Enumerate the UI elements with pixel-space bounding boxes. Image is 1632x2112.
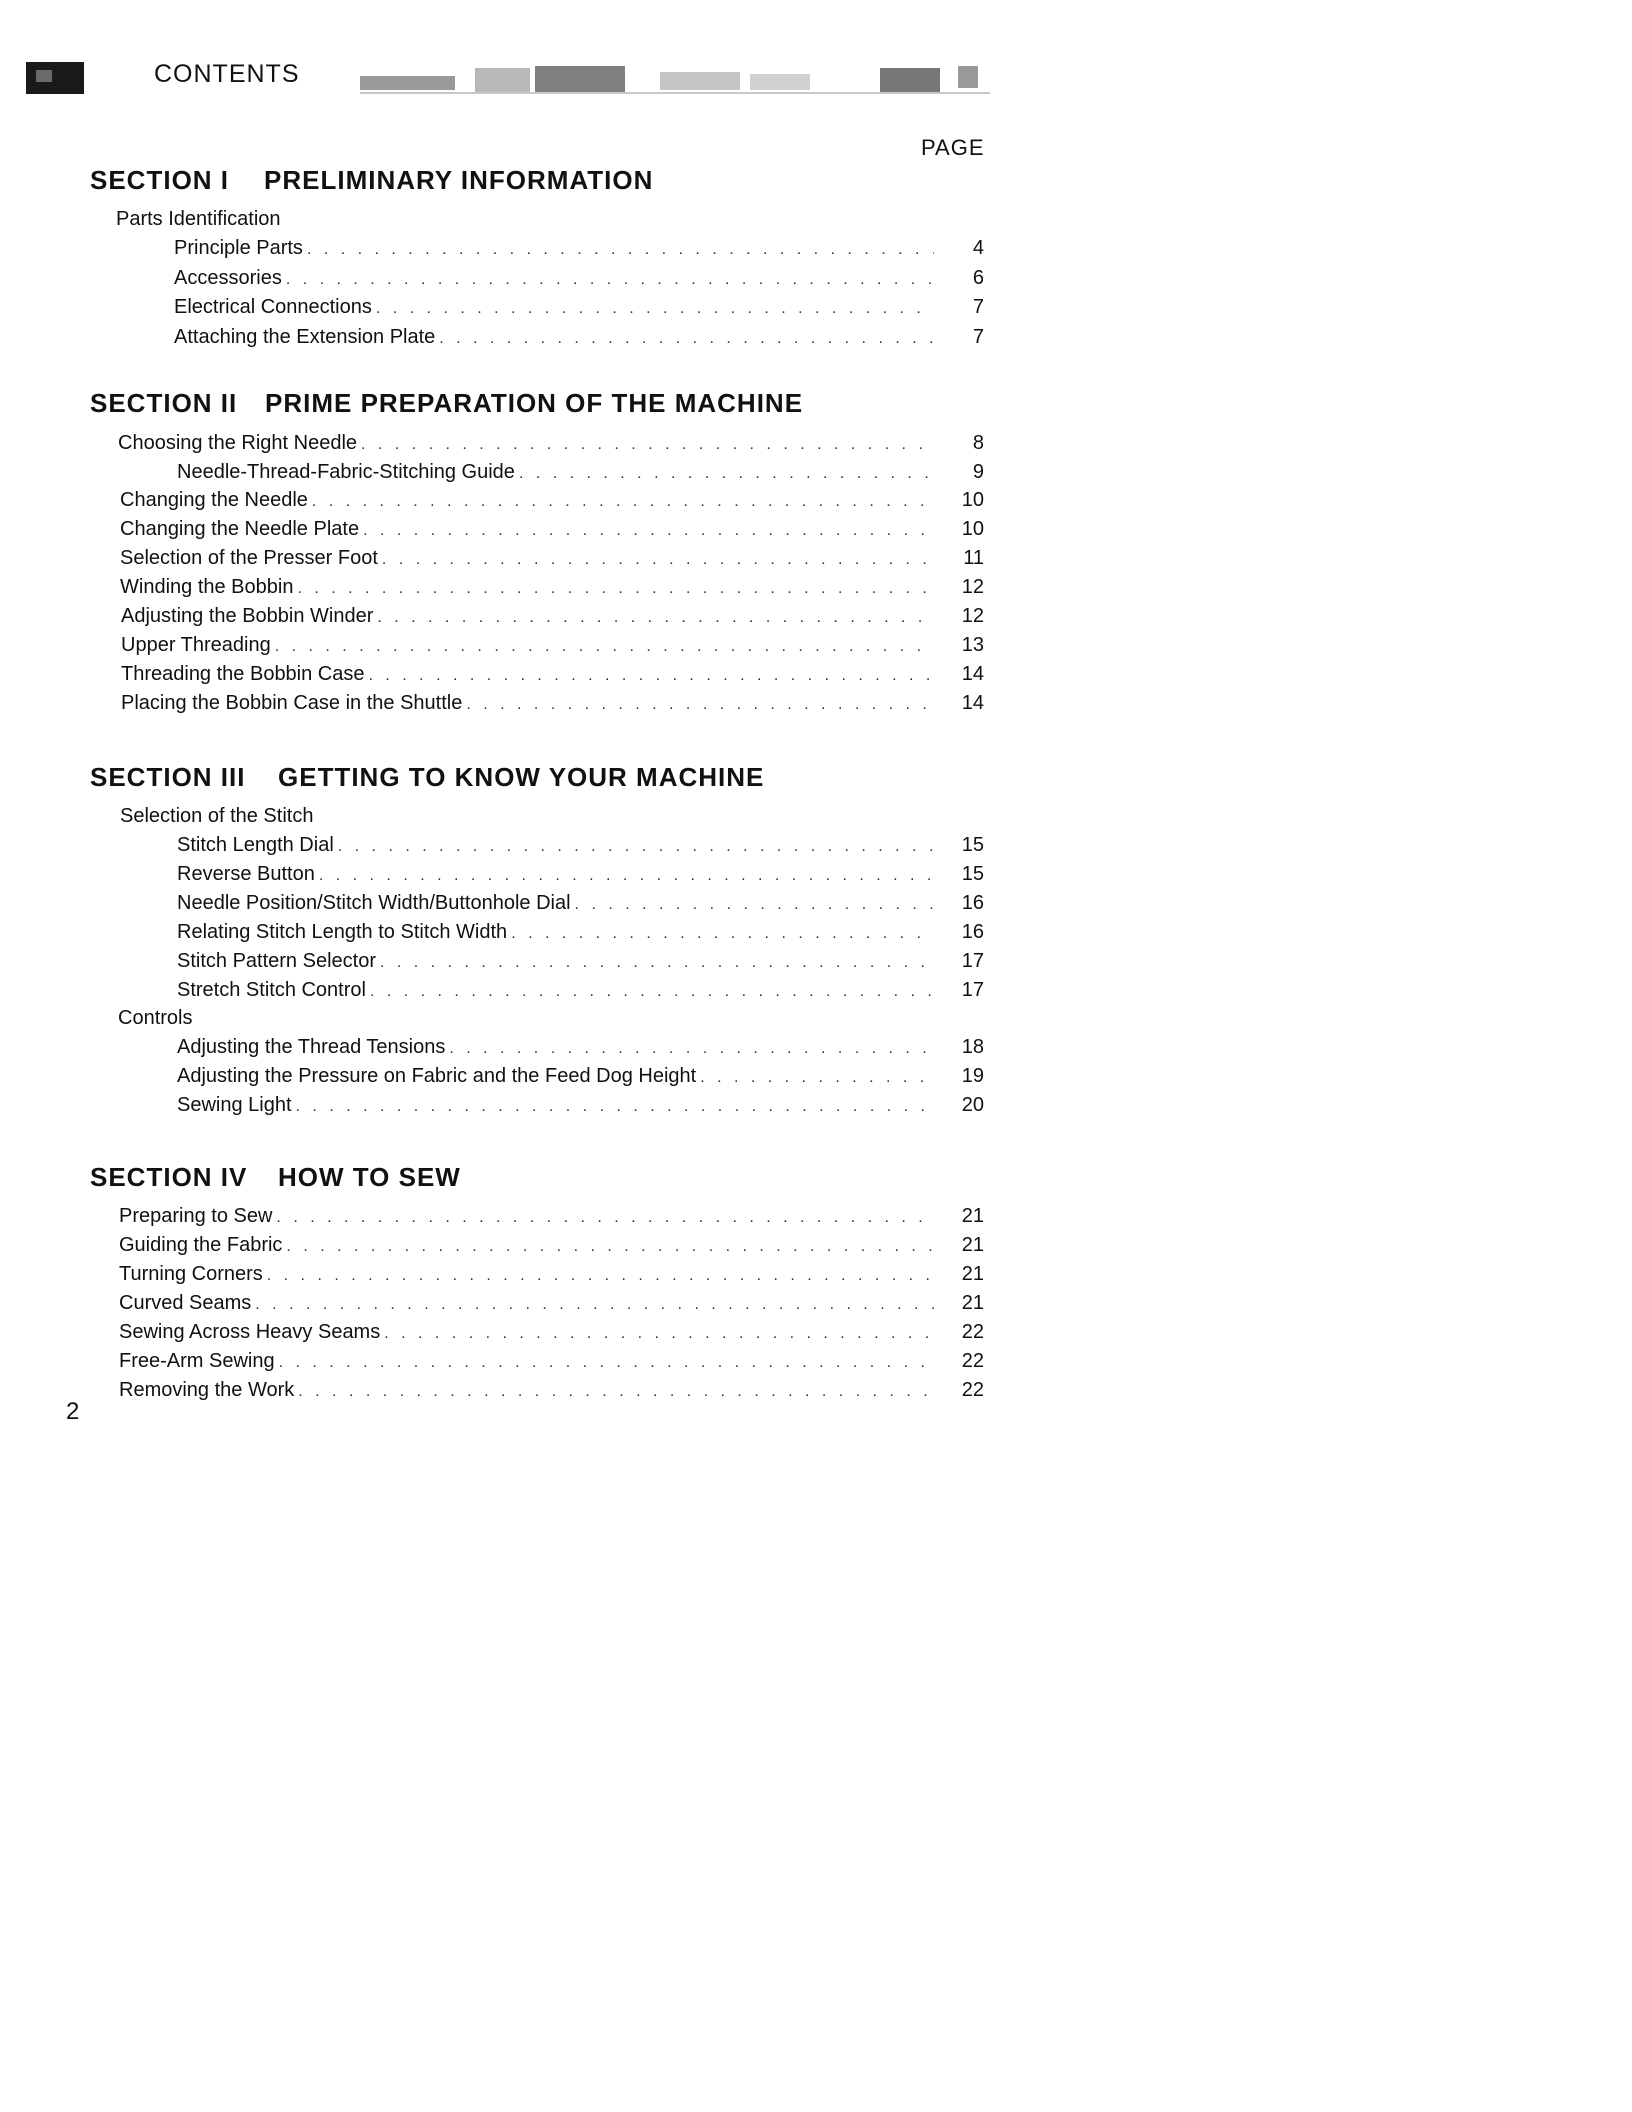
- toc-entry-label: Placing the Bobbin Case in the Shuttle: [121, 692, 463, 714]
- toc-entry-page: 10: [961, 489, 984, 511]
- toc-entry-label: Changing the Needle: [120, 489, 308, 511]
- toc-entry-label: Turning Corners: [119, 1263, 263, 1285]
- toc-entry: [120, 576, 984, 604]
- toc-entry: [121, 605, 984, 633]
- toc-entry-page: 12: [961, 576, 984, 598]
- toc-entry-page: 15: [961, 863, 984, 885]
- dot-leader: [298, 1383, 934, 1401]
- section-heading: [90, 165, 653, 196]
- section-heading: [90, 762, 764, 793]
- section-title: PRELIMINARY INFORMATION: [264, 165, 654, 195]
- toc-entry-page: 10: [961, 518, 984, 540]
- toc-entry-page: 20: [961, 1094, 984, 1116]
- page-column-label: PAGE: [921, 135, 985, 160]
- dot-leader: [376, 300, 934, 318]
- toc-entry: [174, 296, 984, 324]
- toc-entry-label: Principle Parts: [174, 237, 303, 259]
- toc-entry-page: 14: [961, 663, 984, 685]
- toc-entry: [177, 979, 984, 1007]
- dot-leader: [575, 896, 934, 914]
- toc-entry-label: Guiding the Fabric: [119, 1234, 283, 1256]
- dot-leader: [369, 667, 935, 685]
- dot-leader: [439, 330, 934, 348]
- toc-entry-page: 17: [961, 979, 984, 1001]
- toc-entry: [119, 1379, 984, 1407]
- dot-leader: [297, 580, 934, 598]
- toc-entry-label: Adjusting the Pressure on Fabric and the Feed Dog Height: [177, 1065, 697, 1087]
- dot-leader: [377, 609, 934, 627]
- dot-leader: [384, 1325, 934, 1343]
- toc-entry: [120, 489, 984, 517]
- toc-entry: [121, 634, 984, 662]
- toc-entry: [120, 547, 984, 575]
- toc-entry-page: 13: [961, 634, 984, 656]
- dot-leader: [511, 925, 934, 943]
- toc-entry-label: Winding the Bobbin: [120, 576, 294, 598]
- toc-entry: [177, 1036, 984, 1064]
- toc-entry-label: Sewing Across Heavy Seams: [119, 1321, 381, 1343]
- dot-leader: [312, 493, 934, 511]
- toc-entry-label: Threading the Bobbin Case: [121, 663, 365, 685]
- dot-leader: [466, 696, 934, 714]
- toc-entry: [177, 921, 984, 949]
- toc-entry: [119, 1205, 984, 1233]
- toc-entry-page: 9: [972, 461, 984, 483]
- dot-leader: [319, 867, 934, 885]
- toc-entry: [118, 432, 984, 460]
- dot-leader: [338, 838, 934, 856]
- dot-leader: [307, 241, 934, 259]
- toc-entry-label: Attaching the Extension Plate: [174, 326, 436, 348]
- toc-entry-label: Needle Position/Stitch Width/Buttonhole Dial: [177, 892, 571, 914]
- toc-entry-page: 22: [961, 1379, 984, 1401]
- section-number: SECTION IV: [90, 1162, 248, 1192]
- toc-entry-page: 21: [961, 1234, 984, 1256]
- toc-entry-page: 4: [972, 237, 984, 259]
- toc-entry-page: 6: [972, 267, 984, 289]
- toc-entry-label: Accessories: [174, 267, 282, 289]
- section-title: GETTING TO KNOW YOUR MACHINE: [278, 762, 765, 792]
- toc-entry-label: Stitch Pattern Selector: [177, 950, 376, 972]
- toc-entry-label: Relating Stitch Length to Stitch Width: [177, 921, 508, 943]
- toc-entry: [177, 834, 984, 862]
- section-number: SECTION II: [90, 388, 238, 418]
- dot-leader: [382, 551, 934, 569]
- toc-entry-page: 21: [961, 1263, 984, 1285]
- dot-leader: [700, 1069, 934, 1087]
- toc-entry: [120, 518, 984, 546]
- toc-entry-label: Upper Threading: [121, 634, 271, 656]
- dot-leader: [276, 1209, 934, 1227]
- toc-entry: [119, 1321, 984, 1349]
- section-heading: [90, 1162, 461, 1193]
- dot-leader: [255, 1296, 934, 1314]
- toc-entry-label: Selection of the Presser Foot: [120, 547, 378, 569]
- toc-entry: [177, 892, 984, 920]
- toc-entry-label: Adjusting the Bobbin Winder: [121, 605, 374, 627]
- dot-leader: [267, 1267, 934, 1285]
- dot-leader: [296, 1098, 934, 1116]
- toc-entry-label: Choosing the Right Needle: [118, 432, 358, 454]
- toc-entry: [119, 1350, 984, 1378]
- section-number: SECTION III: [90, 762, 246, 792]
- page-number: 2: [66, 1398, 80, 1425]
- toc-entry-label: Needle-Thread-Fabric-Stitching Guide: [177, 461, 515, 483]
- toc-entry-page: 12: [961, 605, 984, 627]
- dot-leader: [370, 983, 934, 1001]
- toc-entry: [177, 461, 984, 489]
- dot-leader: [363, 522, 934, 540]
- toc-entry-label: Stitch Length Dial: [177, 834, 334, 856]
- toc-entry-label: Changing the Needle Plate: [120, 518, 360, 540]
- toc-entry: [119, 1234, 984, 1262]
- toc-entry-page: 16: [961, 921, 984, 943]
- toc-entry-label: Preparing to Sew: [119, 1205, 273, 1227]
- toc-entry-page: 21: [961, 1205, 984, 1227]
- dot-leader: [380, 954, 934, 972]
- toc-entry: [177, 1065, 984, 1093]
- dot-leader: [275, 638, 934, 656]
- toc-entry-page: 8: [972, 432, 984, 454]
- dot-leader: [361, 436, 934, 454]
- toc-entry-label: Free-Arm Sewing: [119, 1350, 275, 1372]
- toc-entry: [174, 326, 984, 354]
- group-label: Selection of the Stitch: [120, 805, 314, 827]
- decorative-header-band: [360, 62, 1000, 98]
- toc-entry-page: 22: [961, 1321, 984, 1343]
- section-title: PRIME PREPARATION OF THE MACHINE: [265, 388, 804, 418]
- toc-entry: [177, 950, 984, 978]
- toc-entry: [174, 267, 984, 295]
- toc-entry-label: Electrical Connections: [174, 296, 372, 318]
- header-block-icon: [26, 62, 84, 94]
- toc-entry-page: 11: [963, 547, 984, 569]
- page-title: CONTENTS: [154, 60, 300, 88]
- toc-entry-page: 21: [961, 1292, 984, 1314]
- toc-entry-page: 15: [961, 834, 984, 856]
- toc-entry-label: Stretch Stitch Control: [177, 979, 366, 1001]
- toc-entry-label: Removing the Work: [119, 1379, 295, 1401]
- toc-entry-page: 17: [961, 950, 984, 972]
- group-label: Parts Identification: [116, 208, 281, 230]
- toc-entry-page: 16: [961, 892, 984, 914]
- toc-entry-page: 18: [961, 1036, 984, 1058]
- toc-entry-page: 19: [961, 1065, 984, 1087]
- section-heading: [90, 388, 803, 419]
- toc-entry-page: 7: [972, 296, 984, 318]
- toc-entry-page: 7: [972, 326, 984, 348]
- toc-entry-label: Sewing Light: [177, 1094, 292, 1116]
- toc-entry-page: 22: [961, 1350, 984, 1372]
- toc-entry: [121, 663, 984, 691]
- group-label: Controls: [118, 1007, 193, 1029]
- toc-entry: [121, 692, 984, 720]
- toc-entry-label: Adjusting the Thread Tensions: [177, 1036, 446, 1058]
- toc-entry-page: 14: [961, 692, 984, 714]
- section-number: SECTION I: [90, 165, 230, 195]
- toc-entry: [119, 1292, 984, 1320]
- toc-entry-label: Reverse Button: [177, 863, 315, 885]
- section-title: HOW TO SEW: [278, 1162, 461, 1192]
- dot-leader: [449, 1040, 934, 1058]
- toc-entry: [177, 863, 984, 891]
- toc-entry: [174, 237, 984, 265]
- dot-leader: [286, 1238, 934, 1256]
- dot-leader: [286, 271, 934, 289]
- toc-entry-label: Curved Seams: [119, 1292, 252, 1314]
- dot-leader: [279, 1354, 934, 1372]
- toc-entry: [177, 1094, 984, 1122]
- dot-leader: [519, 465, 934, 483]
- toc-entry: [119, 1263, 984, 1291]
